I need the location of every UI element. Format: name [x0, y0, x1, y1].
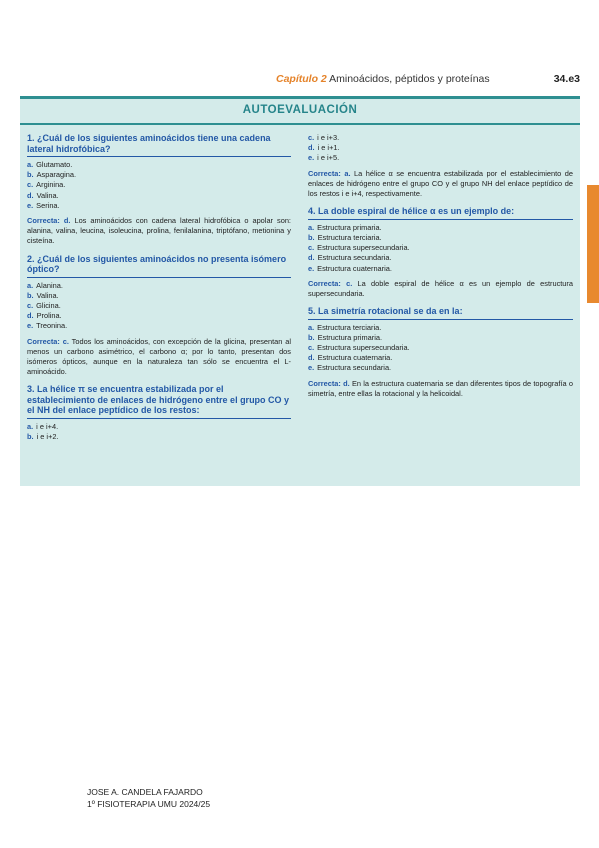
option: e. Estructura cuaternaria.: [308, 263, 392, 273]
question-3: 3. La hélice π se encuentra estabilizada por el establecimiento de enlaces de hidrógeno entre el grupo CO y el NH del enlace peptídico de los restos:: [27, 384, 291, 419]
answer-2: Correcta: c. Todos los aminoácidos, con excepción de la glicina, presentan al menos un carbono asimétrico, el carbono α; por lo tanto, presentan dos isómeros ópticos, aunque en la naturaleza tan sólo se encuentra el L-aminoácido.: [27, 336, 292, 377]
running-header: [276, 73, 580, 87]
option: a. Alanina.: [27, 280, 63, 290]
answer-4: Correcta: c. La doble espiral de hélice α es un ejemplo de estructura supersecundaria.: [308, 278, 573, 298]
option: b. Asparagina.: [27, 170, 77, 180]
question-4: 4. La doble espiral de hélice α es un ejemplo de:: [308, 206, 573, 220]
page-number: 34.e3: [553, 73, 580, 85]
option: d. i e i+1.: [308, 143, 340, 153]
option: e. Estructura secundaria.: [308, 363, 392, 373]
option: e. i e i+5.: [308, 153, 340, 163]
left-column: [27, 133, 291, 442]
question-4-options: [308, 223, 573, 274]
box-title: AUTOEVALUACIÓN: [242, 104, 358, 116]
option: e. Treonina.: [27, 321, 68, 331]
right-column: [308, 133, 573, 399]
question-5-options: [308, 323, 573, 374]
course-info: 1º FISIOTERAPIA UMU 2024/25: [87, 799, 211, 809]
option: a. i e i+4.: [27, 421, 59, 431]
option: c. i e i+3.: [308, 133, 340, 142]
option: c. Glicina.: [27, 301, 61, 311]
option: b. Estructura primaria.: [308, 332, 383, 342]
option: b. Valina.: [27, 290, 59, 300]
answer-5: Correcta: d. En la estructura cuaternaria se dan diferentes tipos de topografía o simetría, entre ellas la rotacional y la helicoidal.: [308, 378, 573, 398]
answer-3: Correcta: a. La hélice α se encuentra estabilizada por el establecimiento de enlaces de hidrógeno entre el grupo CO y el grupo NH del enlace peptídico de los restos i e i+4, respectivamente.: [308, 168, 574, 199]
option: a. Glutamato.: [27, 160, 73, 169]
footer: [87, 786, 210, 810]
question-3-options-right: [308, 133, 573, 164]
self-assessment-box: [20, 96, 580, 486]
answer-1: Correcta: d. Los aminoácidos con cadena lateral hidrofóbica o apolar son: alanina, valina, leucina, isoleucina, prolina, fenilalanina, triptófano, metionina y cisteína.: [27, 216, 291, 246]
option: d. Estructura cuaternaria.: [308, 353, 393, 363]
option: c. Estructura supersecundaria.: [308, 343, 410, 353]
side-thumb-tab: [587, 185, 599, 303]
question-5: 5. La simetría rotacional se da en la:: [308, 306, 573, 320]
option: b. Estructura terciaria.: [308, 232, 382, 242]
option: e. Serina.: [27, 200, 60, 210]
question-1-options: [27, 160, 291, 211]
option: a. Estructura primaria.: [308, 222, 382, 232]
option: d. Estructura secundaria.: [308, 253, 392, 263]
option: a. Estructura terciaria.: [308, 322, 382, 332]
option: b. i e i+2.: [27, 432, 59, 442]
title-divider: [20, 123, 580, 125]
question-2-options: [27, 281, 291, 332]
option: c. Estructura supersecundaria.: [308, 243, 410, 253]
option: d. Prolina.: [27, 311, 62, 321]
option: c. Arginina.: [27, 180, 66, 190]
question-2: 2. ¿Cuál de los siguientes aminoácidos no presenta isómero óptico?: [27, 254, 291, 278]
question-1: 1. ¿Cuál de los siguientes aminoácidos tiene una cadena lateral hidrofóbica?: [27, 133, 291, 157]
chapter-label: Capítulo 2: [276, 73, 327, 85]
author-name: JOSE A. CANDELA FAJARDO: [87, 787, 203, 797]
chapter-title: Aminoácidos, péptidos y proteínas: [329, 73, 490, 85]
question-3-options-left: [27, 422, 291, 442]
option: d. Valina.: [27, 190, 59, 200]
